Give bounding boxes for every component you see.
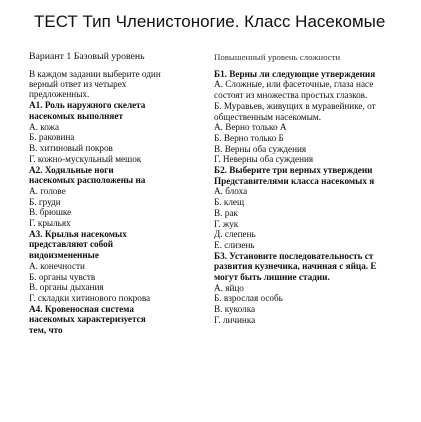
- question-text: А1. Роль наружного скелета: [29, 100, 146, 111]
- statement-line: состоят из множества простых глазков.: [214, 90, 368, 101]
- question-text: насекомых характеризуется: [29, 314, 146, 325]
- question-text: представляют собой: [29, 239, 114, 250]
- difficulty-heading: Повышенный уровень сложности: [214, 52, 341, 62]
- answer-option: А. голове: [29, 185, 66, 196]
- variant-heading: Вариант 1 Базовый уровень: [29, 51, 145, 62]
- question-text: А4. Кровеносная система: [29, 303, 134, 314]
- answer-option: Б. взрослая особь: [214, 293, 283, 304]
- answer-option: В. брюшке: [29, 207, 72, 218]
- answer-option: Г. кожно-мускульный мешок: [29, 153, 142, 164]
- question-text: видоизмененные: [29, 250, 99, 261]
- answer-option: Г. складки хитинового покрова: [29, 292, 151, 303]
- statement-line: А. Сложные, или фасеточные, глаза насе: [214, 79, 374, 90]
- question-text: А3. Крылья насекомых: [29, 228, 127, 239]
- question-a2: [29, 165, 201, 229]
- question-text: Б1. Верны ли следующие утверждения: [214, 68, 376, 79]
- answer-option: В. Верны оба суждения: [214, 143, 307, 154]
- question-b3: [214, 251, 421, 326]
- answer-option: Б. раковина: [29, 132, 75, 143]
- question-a3: [29, 229, 201, 304]
- answer-option: Б. груди: [29, 196, 61, 207]
- statement-line: Б. Муравьев, живущих в муравейнике, от: [214, 100, 376, 111]
- answer-option: В. куколка: [214, 304, 256, 315]
- answer-option: Б. органы чувств: [29, 271, 96, 282]
- question-text: Представителями класса насекомых я: [214, 175, 375, 186]
- right-column: [214, 52, 421, 326]
- question-b2: [214, 165, 421, 251]
- answer-option: В. рак: [214, 207, 238, 218]
- answer-option: А. конечности: [29, 260, 85, 271]
- answer-option: Б. клещ: [214, 197, 245, 208]
- question-a4: [29, 304, 201, 336]
- page-title: ТЕСТ Тип Членистоногие. Класс Насекомые: [34, 12, 386, 31]
- statement-line: общественным насекомым.: [214, 111, 321, 122]
- answer-option: А. блоха: [214, 186, 248, 197]
- answer-option: А. кожа: [29, 121, 60, 132]
- question-text: развития кузнечика, начиная с яйца. Е: [214, 261, 377, 272]
- answer-option: В. органы дыхания: [29, 282, 104, 293]
- question-text: тем, что: [29, 325, 63, 336]
- answer-option: Е. слизень: [214, 239, 255, 250]
- instructions: [29, 69, 201, 100]
- answer-option: А. яйцо: [214, 282, 244, 293]
- answer-option: Г. личинка: [214, 314, 256, 325]
- question-text: могут быть лишние стадии.: [214, 272, 330, 283]
- left-column: [29, 52, 201, 336]
- question-text: Б3. Установите последовательность ст: [214, 250, 374, 261]
- answer-option: В. хитиновый покров: [29, 143, 113, 154]
- answer-option: А. Верно только А: [214, 122, 287, 133]
- question-a1: [29, 100, 201, 164]
- answer-option: Г. Неверны оба суждения: [214, 154, 314, 165]
- answer-option: Б. Верно только Б: [214, 132, 284, 143]
- instruction-line: В каждом задании выберите один: [29, 68, 161, 79]
- answer-option: Д. слепень: [214, 229, 256, 240]
- question-text: насекомых расположены на: [29, 175, 146, 186]
- instruction-line: верный ответ из четырех: [29, 78, 127, 89]
- instruction-line: предложенных.: [29, 89, 90, 100]
- question-b1: [214, 69, 421, 165]
- question-text: насекомых выполняет: [29, 111, 123, 122]
- question-text: А2. Ходильные ноги: [29, 164, 114, 175]
- question-text: Б2. Выберите три верных утверждени: [214, 165, 373, 176]
- answer-option: Г. жук: [214, 218, 239, 229]
- answer-option: Г. крыльях: [29, 218, 71, 229]
